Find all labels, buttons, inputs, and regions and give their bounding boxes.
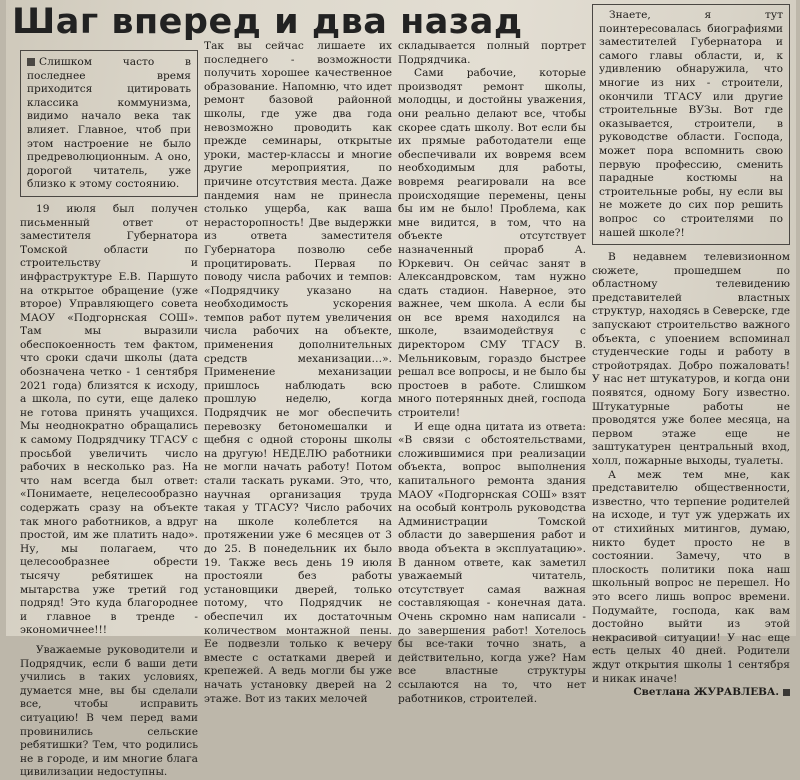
sidebar-box <box>592 4 790 245</box>
paragraph: В недавнем телевизионном сюжете, прошедшем по областному телевидению представителей властных структур, находясь в Северске, где запускают строительство важного объекта, с упоением вспоминал студенческие годы и работу в стройотрядах. Добро пожаловать! У нас нет штукатуров, и когда они появятся, одному Богу известно. Штукатурные работы не проводятся уже более месяца, на первом этаже еще не заштукатурен центральный вход, холл, пожарные выходы, туалеты. <box>592 251 790 467</box>
paragraph: А меж тем мне, как представителю общественности, известно, что терпение родителей на исходе, и тут уж удержать их от стихийных митингов, думаю, никто будет просто не в состоянии. Замечу, что в плоскость политики пока наш школьный вопрос не перешел. Но это всего лишь вопрос времени. Подумайте, господа, как вам достойно выйти из этой некрасивой ситуации! У нас еще есть целых 40 дней. Родители ждут открытия школы 1 сентября и никак иначе! <box>592 468 790 685</box>
paragraph: складывается полный портрет Подрядчика. <box>398 40 586 66</box>
lead-box <box>20 50 198 197</box>
paragraph: Уважаемые руководители и Подрядчик, если б ваши дети учились в таких условиях, думается мне, вы бы сделали все, чтобы исправить ситуацию! В чем перед вами провинились сельские ребятишки? Тем, что родились не в городе, и им многие блага цивилизации недоступны. <box>20 643 198 779</box>
paragraph: Так вы сейчас лишаете их последнего - возможности получить хорошее качественное образование. Напомню, что идет ремонт базовой районной школы, где уже два года невозможно проводить как прежде семинары, открытые уроки, мастер-классы и многие другие мероприятия, по причине отсутствия места. Даже пандемия нам не принесла столько ущерба, как ваша нерасторопность! Две выдержки из ответа заместителя Губернатора позволю себе процитировать. Первая по поводу числа рабочих и темпов: «Подрядчику указано на необходимость ускорения темпов работ путем увеличения числа рабочих на объекте, применения дополнительных средств механизации…». Применение механизации пришлось наблюдать всю прошлую неделю, когда Подрядчик не мог обеспечить перевозку бетономешалки и щебня с одной стороны школы на другую! НЕДЕЛЮ работники не могли начать работу! Потом стали таскать руками. Это, что, научная организация труда такая у ТГАСУ? Число рабочих на школе колеблется на протяжении уже 6 месяцев от 3 до 25. В понедельник их было 19. Также весь день 19 июля простояли без работы установщики дверей, только потому, что Подрядчик не обеспечил их достаточным количеством монтажной пены. Ее подвезли только к вечеру вместе с остатками дверей и крепежей. А ведь могли бы уже начать установку дверей на 2 этаже. Вот из таких мелочей <box>204 40 392 705</box>
author-signature: Светлана ЖУРАВЛЕВА. <box>633 686 779 699</box>
signature-line <box>592 686 790 700</box>
article-column-3 <box>398 40 586 705</box>
lead-paragraph: Слишком часто в последнее время приходится цитировать классика коммунизма, видимо начало века так влияет. Главное, чтоб при этом настроение не было предреволюционным. А оно, дорогой читатель, уже близко к этому состоянию. <box>27 56 191 191</box>
paragraph: Знаете, я тут поинтересовалась биографиями заместителей Губернатора и самого главы области, и, к удивлению обнаружила, что многие из них - строители, окончили ТГАСУ или другие строительные ВУЗы. Вот где оказывается, строители, в руководстве области. Господа, может пора вспомнить свою первую профессию, сменить парадные костюмы на строительные робы, ну если вы не можете до сих пор решить вопрос со строителями по нашей школе?! <box>599 9 783 239</box>
newspaper-page <box>6 0 796 779</box>
article-column-2 <box>204 40 392 705</box>
article-column-1 <box>20 50 198 779</box>
paragraph: И еще одна цитата из ответа: «В связи с обстоятельствами, сложившимися при реализации объекта, вопрос выполнения капитального ремонта здания МАОУ «Подгорнская СОШ» взят на особый контроль руководства Администрации Томской области до завершения работ и ввода объекта в эксплуатацию». В данном ответе, как заметил уважаемый читатель, отсутствует самая важная составляющая - конечная дата. Очень скромно нам написали - до завершения работ! Хотелось бы все-таки точно знать, а действительно, когда уже? Нам все властные структуры ссылаются на то, что нет работников, строителей. <box>398 420 586 705</box>
paragraph: 19 июля был получен письменный ответ от заместителя Губернатора Томской области по строительству и инфраструктуре Е.В. Паршуто на открытое обращение (уже второе) Управляющего совета МАОУ «Подгорнская СОШ». Там мы выразили обеспокоенность тем фактом, что сроки сдачи школы (дата обозначена четко - 1 сентября 2021 года) близятся к исходу, а школа, по сути, еще далеко не готова принять учащихся. Мы неоднократно обращались к самому Подрядчику ТГАСУ с просьбой увеличить число рабочих в несколько раз. На что нам всегда был ответ: «Понимаете, нецелесообразно содержать сразу на объекте так много работников, а вдруг простой, им же платить надо». Ну, мы полагаем, что целесообразнее обрести тысячу ребятишек на мытарства уже третий год подряд! Это куда благороднее и главное в тренде - экономичнее!!! <box>20 202 198 637</box>
paragraph: Сами рабочие, которые производят ремонт школы, молодцы, и достойны уважения, они реально делают все, чтобы скорее сдать школу. Вот если бы их прямые работодатели еще обеспечивали их вовремя всем необходимым для работы, вовремя реагировали на все происходящие перемены, цены бы им не было! Проблема, как мне видится, в том, что на объекте отсутствует назначенный прораб А. Юркевич. Он сейчас занят в Александровском, там нужно сдать стадион. Наверное, это важнее, чем школа. А если бы он все время находился на школе, взаимодействуя с директором СМУ ТГАСУ В. Мельниковым, гораздо быстрее решал все вопросы, и не было бы простоев в работе. Слишком много потерянных дней, господа строители! <box>398 67 586 420</box>
article-column-4 <box>592 4 790 699</box>
article-headline: Шаг вперед и два назад <box>12 2 523 42</box>
lead-marker <box>27 58 35 66</box>
end-mark <box>783 689 790 696</box>
